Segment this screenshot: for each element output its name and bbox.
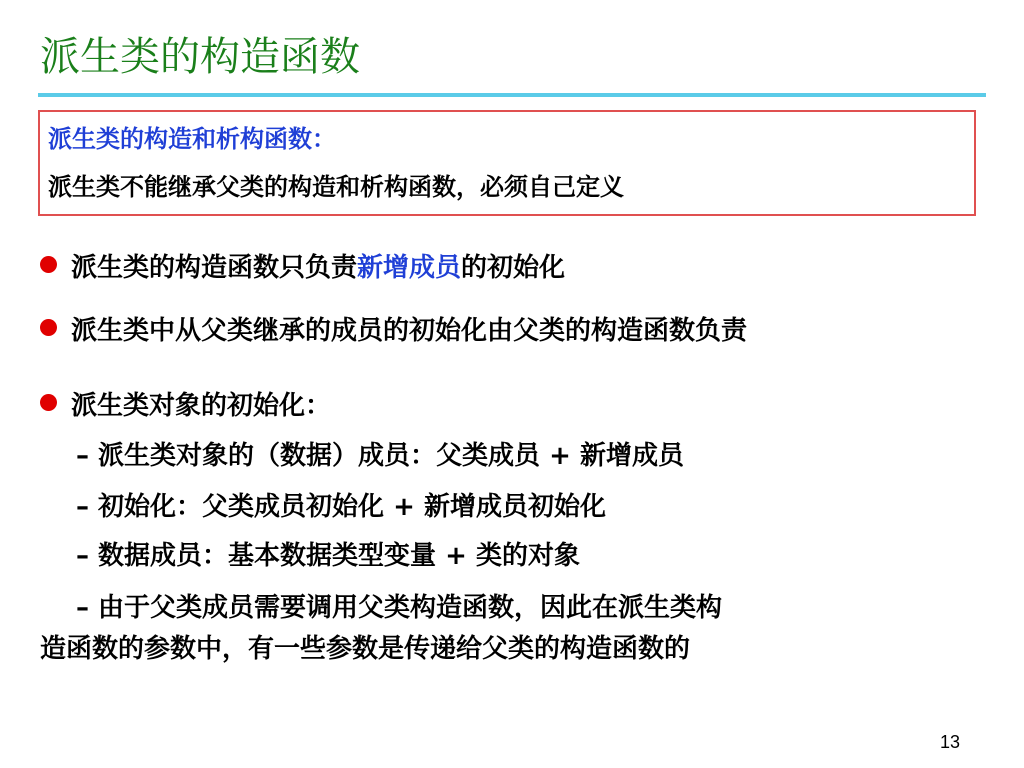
bullet-text: 派生类对象的初始化： — [71, 391, 332, 421]
definition-body: 派生类不能继承父类的构造和析构函数，必须自己定义 — [48, 173, 624, 201]
bullet-text: 派生类的构造函数只负责 — [71, 253, 358, 283]
bullet-dot-icon — [40, 256, 57, 273]
bullet-highlight: 新增成员 — [357, 253, 462, 283]
sub-item: – 派生类对象的（数据）成员：父类成员 + 新增成员 — [76, 441, 684, 471]
definition-heading: 派生类的构造和析构函数： — [48, 125, 336, 153]
bullet-item — [40, 388, 331, 424]
title-divider — [38, 93, 986, 97]
paragraph-line — [40, 588, 722, 629]
bullet-dot-icon — [40, 394, 57, 411]
bullet-text: 派生类中从父类继承的成员的初始化由父类的构造函数负责 — [71, 316, 748, 346]
paragraph — [40, 588, 722, 670]
sub-item: – 数据成员：基本数据类型变量 + 类的对象 — [76, 541, 580, 571]
bullet-item — [40, 250, 565, 286]
bullet-text: 的初始化 — [461, 253, 566, 283]
bullet-dot-icon — [40, 319, 57, 336]
paragraph-line: 造函数的参数中，有一些参数是传递给父类的构造函数的 — [40, 634, 691, 664]
bullet-item — [40, 313, 747, 349]
sub-item: – 初始化：父类成员初始化 + 新增成员初始化 — [76, 492, 606, 522]
definition-box — [38, 110, 976, 216]
slide-title: 派生类的构造函数 — [40, 34, 360, 80]
paragraph-line-text: – 由于父类成员需要调用父类构造函数，因此在派生类构 — [76, 593, 723, 623]
page-number: 13 — [940, 732, 961, 752]
